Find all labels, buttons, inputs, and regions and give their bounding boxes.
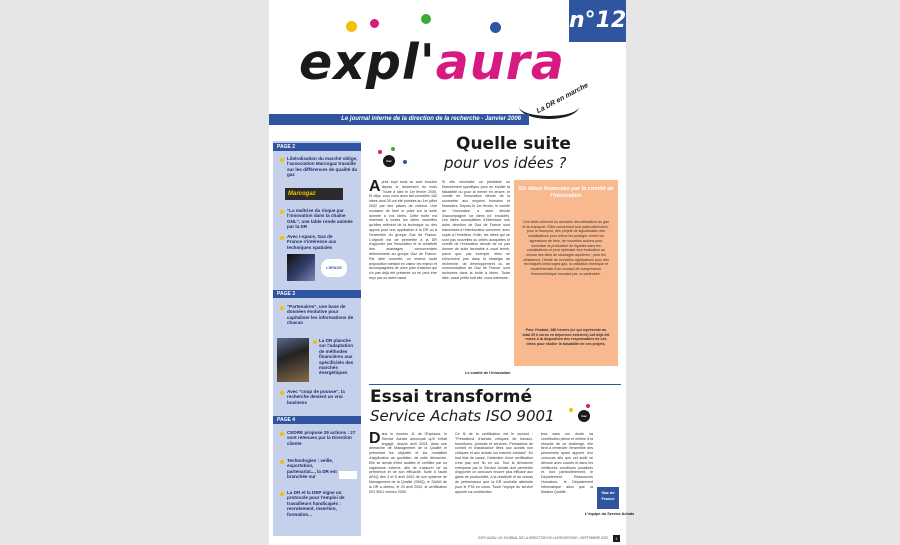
sidebar-item: "La maîtrise du risque par l'innovation dans la chaîne GNL", une table ronde animée par la DR [287, 208, 353, 230]
sidebar-item: "Partenaires", une base de données évolutive pour capitaliser les informations de chacun [287, 304, 354, 326]
article2-title: Essai transformé [370, 387, 532, 407]
article2-column2: Ce fil de la certification est le suivant : "Prestations d'achats critiques de travaux, fournitures, produits et services, Prestations de conseil et d'assistance liées aux achats non critiques et aux achats sur marché existant". En tout état de cause, l'obtention d'une certification n'est pas une fin en soi. Tout la démarche entreprise par le Service Achats doit permettre d'apporter un concours encore plus efficace aux gains de productivité, à la réactivité et au niveau de performance que la DR souhaite atteindre pour le PTA en cours. Toute l'équipe du service apporte sa contribution. [455, 432, 533, 494]
box-highlight: Pour l'instant, 380 heures (ce qui représente au total 25 k euros en dépenses externes) ont déjà été mises à la disposition des responsables de ces idées pour étudier la faisabilité de ces projets. [522, 328, 610, 347]
page-number: 1 [613, 535, 620, 542]
box-text: Ces idées relèvent du domaine des utilisations du gaz et du transport. Elles concernent tout particulièrement : pour le transport, des projets de signalisation des canalisations pour mieux les protéger contre les agressions de tiers, de nouvelles actions pour minimiser la production de liquides dans les canalisations et pour optimiser leur évaluation au niveau des sites de stockages aquifères ; pour les utilisateurs, l'étude de nouvelles applications pour des techniques infrarouges gaz, la validation théorique et expérimentale d'un concept de compresseur thermochimique innovant par un partenaire. [522, 220, 610, 276]
sidebar-item: Avec "coup de pousse", la recherche devient un vrai business [287, 389, 345, 405]
gaz-innove-emblem: Gaz innove [383, 155, 395, 167]
bullet-icon [313, 340, 317, 344]
bullet-icon [280, 432, 284, 436]
bullet-icon [280, 210, 284, 214]
sidebar-item: La DR planche sur l'adaptation de méthodes financières aux spécificités des marchés énergétiques [319, 338, 354, 376]
sidebar-section-page2: PAGE 2 [273, 143, 361, 151]
decor-dot-green [421, 14, 431, 24]
decor-dot-pink [370, 19, 379, 28]
bullet-icon [280, 391, 284, 395]
trading-floor-photo [277, 338, 309, 382]
article1-subtitle: pour vos idées ? [444, 154, 567, 172]
sidebar-section-page4: PAGE 4 [273, 416, 361, 424]
partner-logo [339, 471, 357, 479]
gaz-innove-emblem: Gaz innove [578, 410, 590, 422]
innovation-box [514, 180, 618, 366]
ispace-logo: i-SPACE [321, 259, 347, 277]
sidebar-item: Libéralisation du marché oblige, l'association Marcogaz travaille sur les différences de qualité du gaz [287, 156, 358, 178]
marcogaz-logo: Marcogaz [285, 188, 343, 200]
section-divider [369, 384, 621, 385]
article2-column1: Dans le numéro 11 de l'Explaura, le Service Achats annonçait qu'il s'était engagé, depuis avril 2003, dans une démarche de Management de la Qualité et présentait les objectifs et les modalités d'application au quotidien, de cette démarche. Elle se devait d'être auditée et certifiée par un organisme externe, afin de s'assurer de sa pertinence et de son efficacité. Suite à l'audit AFAQ des 3 et 5 avril 2002 de son système de Management de la Qualité (SMQ), le SAAM de la DR a obtenu, le 23 avril 2002, la certification ISO 9001 version 2000. [369, 430, 447, 494]
box-title: Six idées financées par le comité de l'innovation [518, 186, 614, 199]
sidebar-section-page3: PAGE 3 [273, 290, 361, 298]
masthead-subtag: La DR en marche [535, 81, 590, 115]
article1-title: Quelle suite [456, 134, 571, 154]
bullet-icon [280, 158, 284, 162]
article2-column3: tera sans nul doute sa contribution pleine et entière à la réussite de ce challenge, elle tient à remercier l'ensemble des personnels ayant apporté leur concours afin que cet audit se déroule avec succès et dans les meilleures conditions possibles et, tout particulièrement, le Département Ressources Humaines, le Département Informatique ainsi que la Mission Qualité. [541, 432, 593, 494]
article1-column2: Si elle nécessite un préalable un financement spécifique pour en étudier la faisabilité ou pour la mener en œuvre, le comité de l'innovation décide de la soumettre aux moyens humains et financiers. Depuis le 1er février, le comité de l'innovation a ainsi décidé d'accompagner six idées (cf. encadré). Les idées susceptibles d'intéresser une autre direction de Gaz de France sont transmises à l'interlocuteur concerné, avec copie à l'émetteur. Enfin, les idées qui ne sont pas nouvelles ou celles auxquelles le comité de l'innovation décide de ne pas donner de suite favorable à court terme, parce que, par exemple, elles ne s'inscrivent pas dans la stratégie de recherche, de développement ou de communication de Gaz de France, sont archivées dans la boîte à idées. Toute idée, aussi petite soit-elle, nous intéresse. [442, 180, 511, 280]
bullet-icon [280, 306, 284, 310]
decor-dot-small-yellow [569, 408, 573, 412]
decor-dot-blue [490, 22, 501, 33]
page-footer: EXPL'AURA • LE JOURNAL DE LA DIRECTION DE LA RECHERCHE • SEPTEMBRE 2002 [478, 536, 608, 540]
gaz-de-france-logo: Gaz de France [597, 487, 619, 509]
article1-signature: Le comité de l'innovation [465, 371, 511, 375]
newsletter-page [269, 0, 635, 545]
masthead-tagline: Le journal interne de la direction de la recherche - Janvier 2006 [269, 114, 529, 125]
bullet-icon [280, 492, 284, 496]
sidebar-item: CEDRE propose 29 actions : 27 sont retenues par la Direction cliente [287, 430, 356, 446]
article2-signature: L'équipe du Service Achats [585, 512, 635, 516]
decor-dot-small-pink2 [586, 404, 590, 408]
bullet-icon [280, 460, 284, 464]
decor-dot-small-pink [378, 150, 382, 154]
decor-dot-small-blue [403, 160, 407, 164]
article2-subtitle: Service Achats ISO 9001 [370, 407, 555, 425]
sidebar-item: Avec I-space, Gaz de France s'intéresse aux techniques spatiales [287, 234, 337, 250]
sidebar-item: Technologies : veille, exportation, partenariat..., la DR est branchée sur [287, 458, 337, 480]
sidebar-item: La DR et la DEP signe un protocole pour l'emploi de travailleurs handicapés : recrutement, insertion, formation... [287, 490, 345, 517]
bullet-icon [280, 236, 284, 240]
decor-dot-small-green [391, 147, 395, 151]
contents-sidebar [273, 141, 361, 536]
issue-number: n°12 [569, 0, 626, 42]
ispace-photo [287, 254, 315, 281]
masthead-logo: expl'aura [299, 34, 565, 91]
decor-dot-yellow [346, 21, 357, 32]
article1-column1: Après sept mois se sont écoulés depuis le lancement du mois "Toute à idée le 1er février 2005. Et déjà, vous nous avez fait connaître 182 idées dont 26 ont été primées au 1er juillet 2002 par des places de cinéma. Une occasion de faire le point sur la suite donnée à vos idées. Cette boîte est réservée à toutes les idées nouvelles qu'elles relèvent de la technique ou des appuis pour une application à la DR ou à l'ensemble du groupe Gaz de France. L'objectif est de permettre à la DR d'apporter par l'innovation et la créativité des avantages concurrentiels déterminants au groupe Gaz de France. Par idée nouvelle, on entend toute proposition mettant en valeur les enjeux et accompagnées de votre plan d'actions qui n'a pas déjà été présenté ou ne peut être reçu par un autre canal. [369, 178, 437, 280]
